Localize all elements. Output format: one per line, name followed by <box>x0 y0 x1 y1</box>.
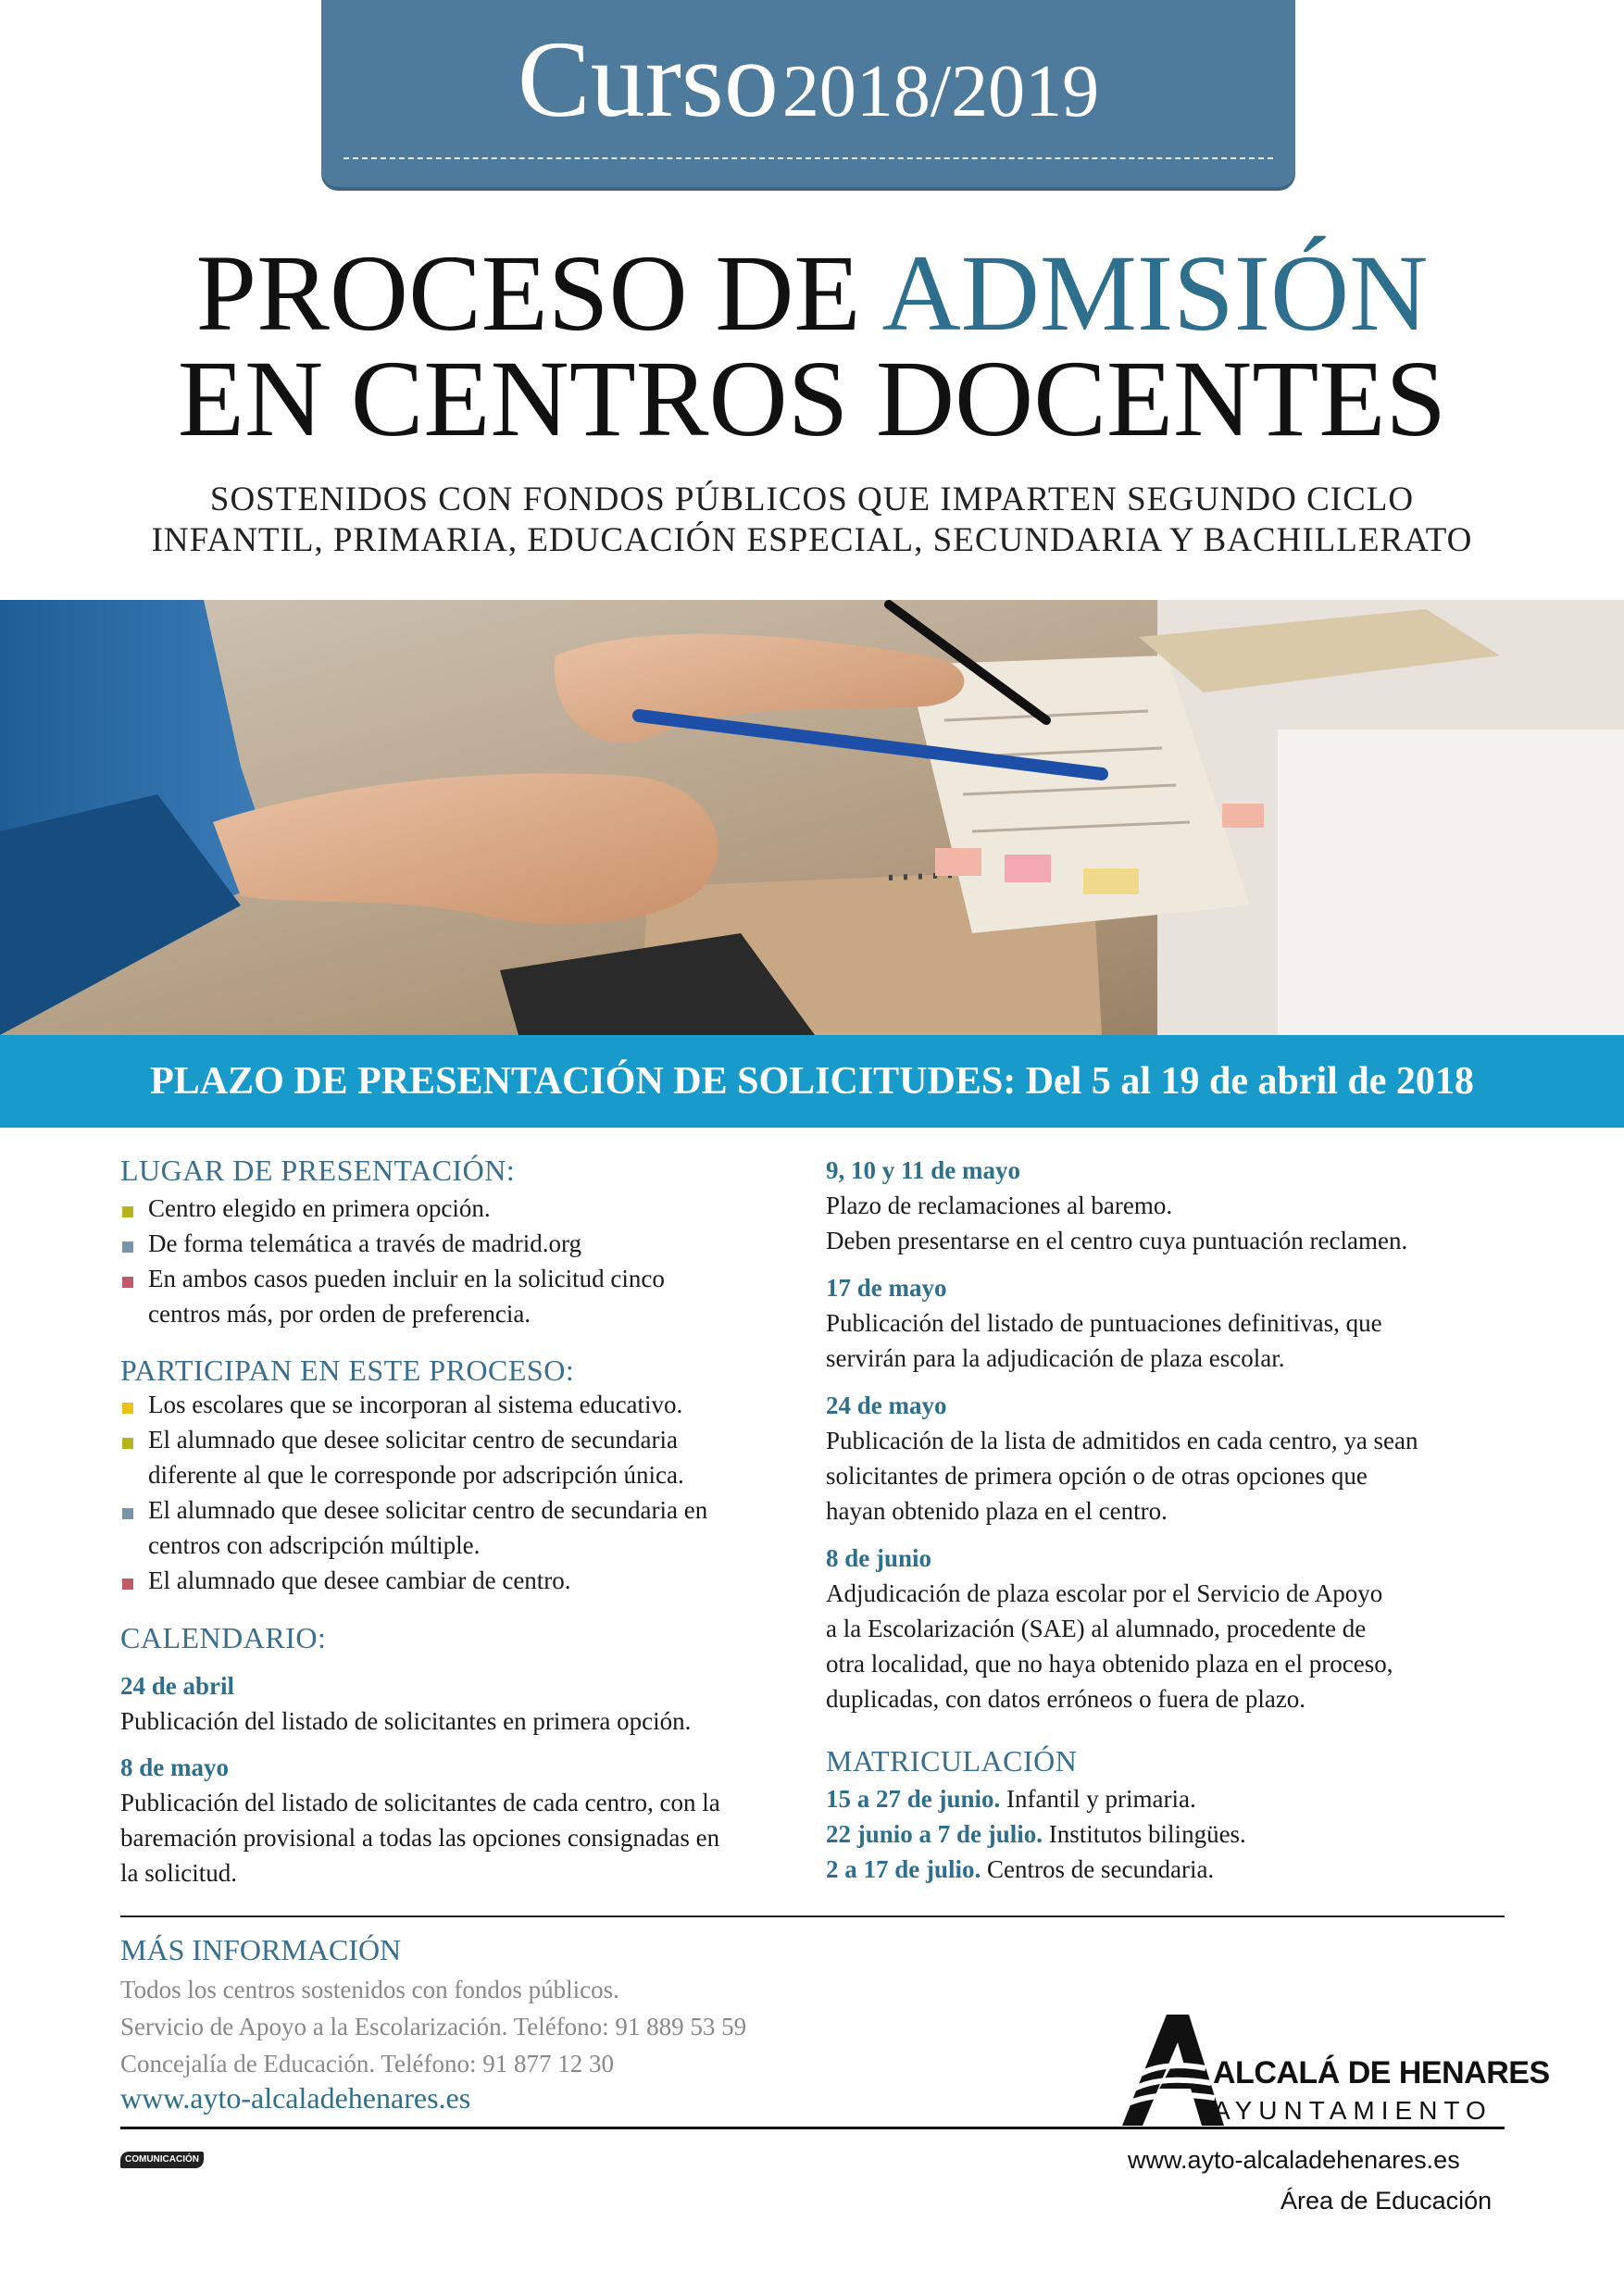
course-year: 2018/2019 <box>781 51 1100 132</box>
title-text-a: PROCESO DE <box>195 232 882 354</box>
application-deadline-banner: PLAZO DE PRESENTACIÓN DE SOLICITUDES: Del 5 al 19 de abril de 2018 <box>0 1035 1624 1128</box>
calendar-date: 9, 10 y 11 de mayo <box>826 1156 1021 1184</box>
logo-ayuntamiento: AYUNTAMIENTO <box>1213 2096 1493 2125</box>
calendar-description: la solicitud. <box>120 1859 237 1887</box>
calendar-description: Publicación de la lista de admitidos en cada centro, ya sean <box>826 1427 1418 1454</box>
calendar-date: 17 de mayo <box>826 1274 947 1302</box>
alcala-a-logo-icon <box>1122 2015 1224 2126</box>
title-text-accent: ADMISIÓN <box>881 232 1429 354</box>
calendar-description: Publicación del listado de solicitantes de cada centro, con la <box>120 1789 720 1816</box>
lugar-item-text: De forma telemática a través de madrid.org <box>148 1229 582 1257</box>
lugar-item-text: En ambos casos pueden incluir en la solicitud cinco <box>148 1265 665 1292</box>
matriculacion-item <box>826 1785 1196 1814</box>
info-line-2: Servicio de Apoyo a la Escolarización. Teléfono: 91 889 53 59 <box>120 2013 747 2040</box>
lugar-bullet-square <box>122 1242 133 1253</box>
participan-item-text: El alumnado que desee cambiar de centro. <box>148 1566 571 1594</box>
lugar-bullet-square <box>122 1277 133 1288</box>
participan-item-text: El alumnado que desee solicitar centro de secundaria <box>148 1426 679 1454</box>
footer-website[interactable]: www.ayto-alcaladehenares.es <box>1128 2146 1460 2174</box>
calendar-date: 24 de abril <box>120 1672 235 1700</box>
course-year-title <box>321 17 1295 143</box>
participan-bullet-square <box>122 1403 133 1414</box>
info-line-1: Todos los centros sostenidos con fondos públicos. <box>120 1976 619 2003</box>
matriculacion-dates: 2 a 17 de julio. <box>826 1855 981 1883</box>
calendar-description: Deben presentarse en el centro cuya puntuación reclamen. <box>826 1227 1408 1254</box>
main-title-line-2: EN CENTROS DOCENTES <box>177 338 1447 459</box>
matriculacion-level: Institutos bilingües. <box>1043 1820 1246 1848</box>
students-writing-photo <box>0 600 1624 1035</box>
matriculacion-dates: 15 a 27 de junio. <box>826 1785 1001 1813</box>
matriculacion-heading: MATRICULACIÓN <box>826 1744 1078 1778</box>
info-website-link[interactable]: www.ayto-alcaladehenares.es <box>120 2081 471 2115</box>
course-year-tab <box>321 0 1295 187</box>
ayuntamiento-logo <box>1122 2015 1550 2126</box>
calendar-description: baremación provisional a todas las opciones consignadas en <box>120 1824 720 1852</box>
matriculacion-level: Infantil y primaria. <box>1000 1785 1196 1813</box>
subtitle-line-2: INFANTIL, PRIMARIA, EDUCACIÓN ESPECIAL, SECUNDARIA Y BACHILLERATO <box>151 521 1473 559</box>
matriculacion-item <box>826 1820 1246 1849</box>
course-word: Curso <box>517 19 779 140</box>
participan-bullet-square <box>122 1578 133 1590</box>
info-line-3: Concejalía de Educación. Teléfono: 91 877 12 30 <box>120 2050 614 2078</box>
calendar-description: servirán para la adjudicación de plaza escolar. <box>826 1344 1285 1372</box>
footer-divider <box>120 2127 1505 2129</box>
participan-item-text: El alumnado que desee solicitar centro de secundaria en <box>148 1496 708 1524</box>
participan-heading: PARTICIPAN EN ESTE PROCESO: <box>120 1354 575 1387</box>
footer-area: Área de Educación <box>1280 2187 1493 2215</box>
calendar-description: Adjudicación de plaza escolar por el Servicio de Apoyo <box>826 1579 1383 1607</box>
main-title-line-1 <box>0 232 1624 354</box>
calendar-description: Publicación del listado de solicitantes en primera opción. <box>120 1707 692 1735</box>
participan-item-text: centros con adscripción múltiple. <box>148 1531 481 1559</box>
comunicacion-logo: COMUNICACIÓN <box>120 2152 204 2168</box>
info-heading: MÁS INFORMACIÓN <box>120 1933 402 1966</box>
calendar-date: 8 de mayo <box>120 1753 229 1781</box>
lugar-heading: LUGAR DE PRESENTACIÓN: <box>120 1154 516 1187</box>
calendar-description: a la Escolarización (SAE) al alumnado, procedente de <box>826 1615 1367 1642</box>
participan-bullet-square <box>122 1508 133 1519</box>
lugar-item-text: Centro elegido en primera opción. <box>148 1194 491 1222</box>
lugar-bullet-square <box>122 1206 133 1217</box>
subtitle-line-1: SOSTENIDOS CON FONDOS PÚBLICOS QUE IMPARTEN SEGUNDO CICLO <box>209 480 1415 518</box>
calendar-description: Plazo de reclamaciones al baremo. <box>826 1192 1173 1219</box>
participan-item-text: diferente al que le corresponde por adscripción única. <box>148 1461 684 1489</box>
matriculacion-item <box>826 1855 1214 1884</box>
calendar-date: 8 de junio <box>826 1544 932 1572</box>
calendar-date: 24 de mayo <box>826 1391 947 1419</box>
participan-bullet-square <box>122 1438 133 1449</box>
matriculacion-level: Centros de secundaria. <box>981 1855 1215 1883</box>
calendario-heading: CALENDARIO: <box>120 1621 327 1654</box>
section-divider <box>120 1915 1505 1917</box>
calendar-description: hayan obtenido plaza en el centro. <box>826 1497 1168 1525</box>
calendar-description: solicitantes de primera opción o de otras opciones que <box>826 1462 1368 1490</box>
lugar-item-text: centros más, por orden de preferencia. <box>148 1300 531 1328</box>
calendar-description: duplicadas, con datos erróneos o fuera de plazo. <box>826 1685 1306 1713</box>
calendar-description: Publicación del listado de puntuaciones definitivas, que <box>826 1309 1382 1337</box>
matriculacion-dates: 22 junio a 7 de julio. <box>826 1820 1043 1848</box>
logo-city-name: ALCALÁ DE HENARES <box>1213 2055 1550 2090</box>
tab-dashed-line <box>344 157 1273 159</box>
participan-item-text: Los escolares que se incorporan al sistema educativo. <box>148 1391 683 1418</box>
calendar-description: otra localidad, que no haya obtenido plaza en el proceso, <box>826 1650 1393 1678</box>
